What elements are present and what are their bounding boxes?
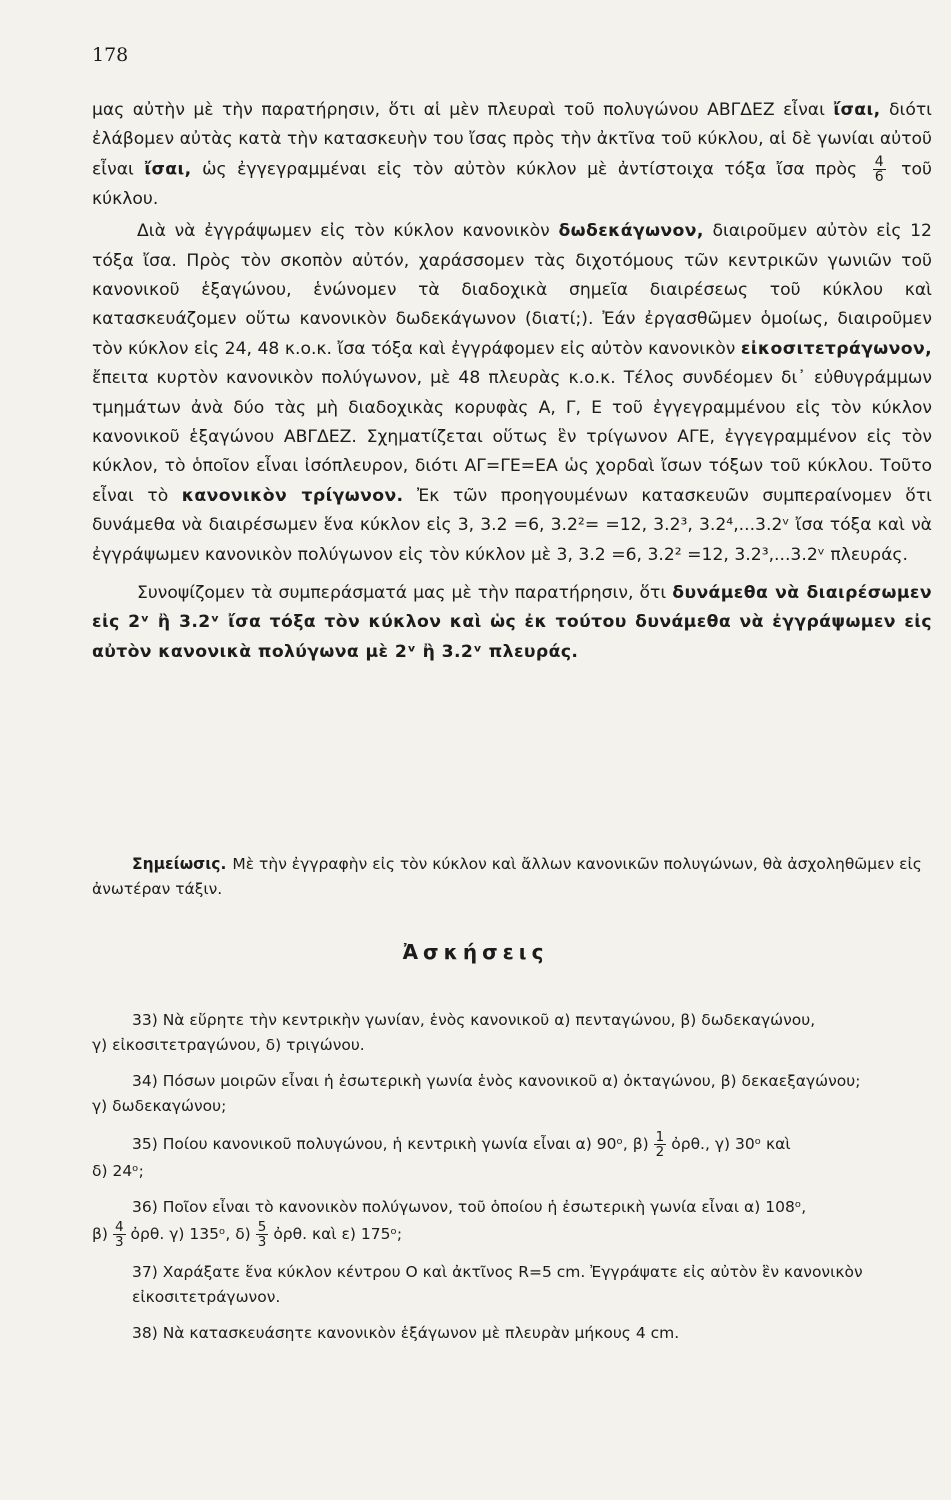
fraction-1-2: $\frac{1}{2}$ [655, 1129, 665, 1160]
main-text [92, 96, 932, 667]
note [92, 852, 932, 902]
paragraph-summary: Συνοψίζομεν τὰ συμπεράσματά μας μὲ τὴν παρατήρησιν, ὅτι δυνάμεθα νὰ διαιρέσωμεν εἰς 2ᵛ ἢ 3.2ᵛ ἴσα τόξα τὸν κύκλον καὶ ὡς ἐκ τούτου δυνάμεθα νὰ ἐγγράψωμεν εἰς αὐτὸν κανονικὰ πολύγωνα μὲ 2ᵛ ἢ 3.2ᵛ πλευράς. [92, 583, 932, 662]
exercise-33: 33) Νὰ εὕρητε τὴν κεντρικὴν γωνίαν, ἑνὸς κανονικοῦ α) πενταγώνου, β) δωδεκαγώνου, γ) εἰκοσιτετραγώνου, δ) τριγώνου. [92, 1011, 816, 1054]
exercise-36: 36) Ποῖον εἶναι τὸ κανονικὸν πολύγωνον, τοῦ ὁποίου ἡ ἐσωτερικὴ γωνία εἶναι α) 108ᵒ, β) $\frac{4}{3}$ ὀρθ. γ) 135ᵒ, δ) $\frac{5}{3}$ ὀρθ. καὶ ε) 175ᵒ; [92, 1198, 807, 1250]
page-number: 178 [92, 44, 129, 66]
exercise-37: 37) Χαράξατε ἕνα κύκλον κέντρου Ο καὶ ἀκτῖνος R=5 cm. Ἐγγράψατε εἰς αὐτὸν ἓν κανονικὸν εἰκοσιτετράγωνον. [132, 1263, 863, 1306]
exercise-34: 34) Πόσων μοιρῶν εἶναι ἡ ἐσωτερικὴ γωνία ἑνὸς κανονικοῦ α) ὀκταγώνου, β) δεκαεξαγώνου; γ) δωδεκαγώνου; [92, 1072, 861, 1115]
exercises-title: Ἀσκήσεις [402, 940, 549, 964]
exercise-38: 38) Νὰ κατασκευάσητε κανονικὸν ἑξάγωνον μὲ πλευρὰν μήκους 4 cm. [132, 1324, 680, 1342]
paragraph-1: μας αὐτὴν μὲ τὴν παρατήρησιν, ὅτι αἱ μὲν πλευραὶ τοῦ πολυγώνου ΑΒΓΔΕΖ εἶναι ἴσαι, διότι ἐλάβομεν αὐτὰς κατὰ τὴν κατασκευὴν του ἴσας πρὸς τὴν ἀκτῖνα τοῦ κύκλου, αἱ δὲ γωνίαι αὐτοῦ εἶναι ἴσαι, ὡς ἐγγεγραμμέναι εἰς τὸν αὐτὸν κύκλον μὲ ἀντίστοιχα τόξα ἴσα πρὸς $\frac{4}{6}$ τοῦ κύκλου. [92, 100, 932, 209]
fraction-4-3: $\frac{4}{3}$ [114, 1219, 124, 1250]
fraction-4-6: $\frac{4}{6}$ [874, 153, 884, 185]
exercise-35: 35) Ποίου κανονικοῦ πολυγώνου, ἡ κεντρικὴ γωνία εἶναι α) 90ᵒ, β) $\frac{1}{2}$ ὀρθ., γ) 30ᵒ καὶ δ) 24ᵒ; [92, 1129, 791, 1180]
note-text: Μὲ τὴν ἐγγραφὴν εἰς τὸν κύκλον καὶ ἄλλων κανονικῶν πολυγώνων, θὰ ἀσχοληθῶμεν εἰς ἀνωτέραν τάξιν. [92, 855, 922, 898]
note-label: Σημείωσις. [132, 855, 227, 873]
exercises-list [92, 1008, 932, 1357]
fraction-5-3: $\frac{5}{3}$ [257, 1219, 267, 1250]
paragraph-2: Διὰ νὰ ἐγγράψωμεν εἰς τὸν κύκλον κανονικὸν δωδεκάγωνον, διαιροῦμεν αὐτὸν εἰς 12 τόξα ἴσα. Πρὸς τὸν σκοπὸν αὐτόν, χαράσσομεν τὰς διχοτόμους τῶν κεντρικῶν γωνιῶν τοῦ κανονικοῦ ἑξαγώνου, ἑνώνομεν τὰ διαδοχικὰ σημεῖα διαιρέσεως τοῦ κύκλου καὶ κατασκευάζομεν οὕτω κανονικὸν δωδεκάγωνον (διατί;). Ἐάν ἐργασθῶμεν ὁμοίως, διαιροῦμεν τὸν κύκλον εἰς 24, 48 κ.ο.κ. ἴσα τόξα καὶ ἐγγράφομεν εἰς αὐτὸν κανονικὸν εἰκοσιτετράγωνον, ἔπειτα κυρτὸν κανονικὸν πολύγωνον, μὲ 48 πλευρὰς κ.ο.κ. Τέλος συνδέομεν δι᾿ εὐθυγράμμων τμημάτων ἀνὰ δύο τὰς μὴ διαδοχικὰς κορυφὰς Α, Γ, Ε τοῦ ἐγγεγραμμένου εἰς τὸν κύκλον κανονικοῦ ἑξαγώνου ΑΒΓΔΕΖ. Σχηματίζεται οὕτως ἓν τρίγωνον ΑΓΕ, ἐγγεγραμμένον εἰς τὸν κύκλον, τὸ ὁποῖον εἶναι ἰσόπλευρον, διότι ΑΓ=ΓΕ=ΕΑ ὡς χορδαὶ ἴσων τόξων τοῦ κύκλου. Τοῦτο εἶναι τὸ κανονικὸν τρίγωνον. Ἐκ τῶν προηγουμένων κατασκευῶν συμπεραίνομεν ὅτι δυνάμεθα νὰ διαιρέσωμεν ἕνα κύκλον εἰς 3, 3.2 =6, 3.2²= =12, 3.2³, 3.2⁴,...3.2ᵛ ἴσα τόξα καὶ νὰ ἐγγράψωμεν κανονικὸν πολύγωνον εἰς τὸν κύκλον μὲ 3, 3.2 =6, 3.2² =12, 3.2³,...3.2ᵛ πλευράς. [92, 221, 932, 565]
